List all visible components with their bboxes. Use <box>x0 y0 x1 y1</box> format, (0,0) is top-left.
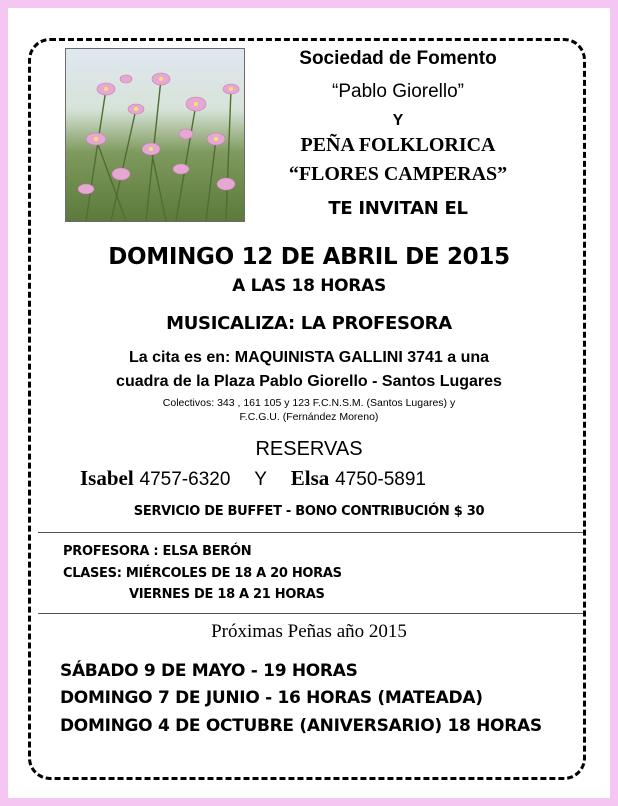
event-music: MUSICALIZA: LA PROFESORA <box>166 313 452 334</box>
header-society: Sociedad de Fomento <box>299 48 497 69</box>
flowers-photo <box>65 48 245 222</box>
event-address-1: La cita es en: MAQUINISTA GALLINI 3741 a una <box>128 349 490 366</box>
reservations-title: RESERVAS <box>255 438 363 460</box>
header-flores: “FLORES CAMPERAS” <box>288 163 508 185</box>
upcoming-title: Próximas Peñas año 2015 <box>211 621 407 642</box>
event-transit-2: F.C.G.U. (Fernández Moreno) <box>239 411 379 423</box>
event-transit-1: Colectivos: 343 , 161 105 y 123 F.C.N.S.M. (Santos Lugares) y <box>162 397 456 409</box>
event-address-2: cuadra de la Plaza Pablo Giorello - Santos Lugares <box>116 373 502 390</box>
classes-line-2: VIERNES DE 18 A 21 HORAS <box>129 587 325 602</box>
upcoming-item: DOMINGO 7 DE JUNIO - 16 HORAS (MATEADA) <box>60 688 483 708</box>
classes-teacher: PROFESORA : ELSA BERÓN <box>63 544 252 559</box>
upcoming-item: DOMINGO 4 DE OCTUBRE (ANIVERSARIO) 18 HORAS <box>60 716 542 736</box>
event-time: A LAS 18 HORAS <box>232 276 386 296</box>
contact-name-elsa: Elsa <box>290 466 330 490</box>
classes-line-1: CLASES: MIÉRCOLES DE 18 A 20 HORAS <box>63 566 342 581</box>
event-date: DOMINGO 12 DE ABRIL DE 2015 <box>108 244 510 270</box>
contact-name-isabel: Isabel <box>80 466 134 490</box>
cosmos-flowers-icon <box>66 49 244 221</box>
header-name: “Pablo Giorello” <box>332 81 464 102</box>
contact-phone-isabel: 4757-6320 <box>139 469 231 490</box>
flyer-page <box>8 8 610 798</box>
header-pena: PEÑA FOLKLORICA <box>300 134 496 156</box>
divider-1 <box>38 532 583 533</box>
reservations-contacts <box>80 466 550 491</box>
header-and: Y <box>392 112 404 129</box>
contacts-joiner: Y <box>254 469 267 490</box>
divider-2 <box>38 613 583 614</box>
buffet-note: SERVICIO DE BUFFET - BONO CONTRIBUCIÓN $ 30 <box>133 504 485 519</box>
header-invite: TE INVITAN EL <box>328 198 468 219</box>
upcoming-item: SÁBADO 9 DE MAYO - 19 HORAS <box>60 661 358 681</box>
contact-phone-elsa: 4750-5891 <box>335 469 427 490</box>
